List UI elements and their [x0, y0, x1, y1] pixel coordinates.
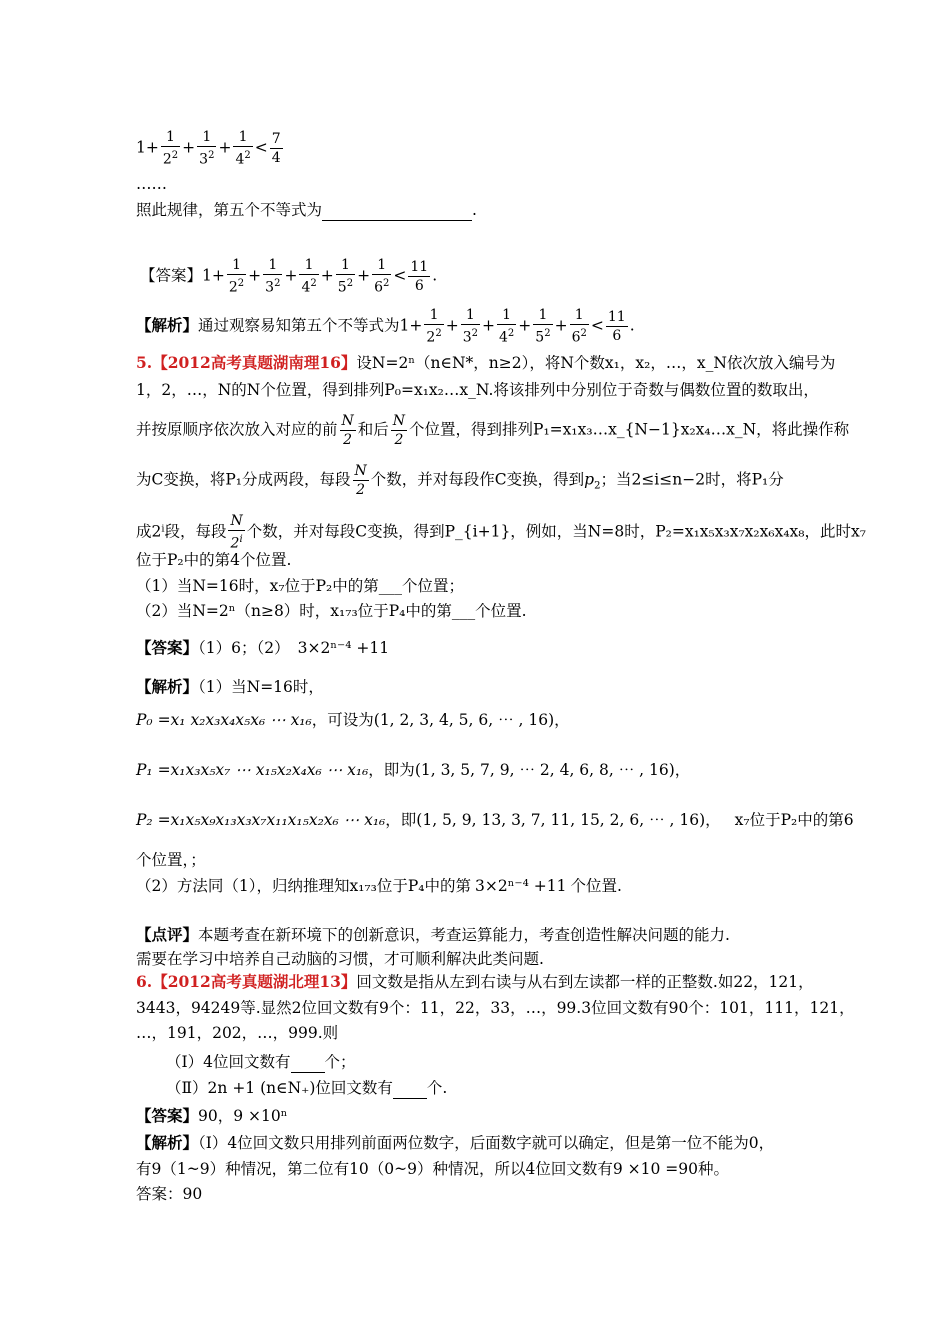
problem-6-question-1: （Ⅰ）4位回文数有 个；: [166, 1053, 356, 1071]
p0-line: P₀ =x₁ x₂x₃x₄x₅x₆ ⋯ x₁₆，可设为(1, 2, 3, 4, 5, 6, ⋯ , 16)，: [136, 711, 570, 729]
comment-2: 需要在学习中培养自己动脑的习惯，才可顺利解决此类问题.: [136, 950, 544, 968]
problem-5-line-2: 1，2，…，N的N个位置，得到排列P₀=x₁x₂…x_N.将该排列中分别位于奇数与偶数位置的数取出，: [136, 381, 819, 399]
ellipsis: ……: [136, 175, 167, 193]
problem-6-answer: 【答案】90，9 ×10ⁿ: [136, 1106, 288, 1125]
problem-5-line-1: 5.【2012高考真题湖南理16】设N=2ⁿ（n∈N*，n≥2），将N个数x₁，x₂，…，x_N依次放入编号为: [136, 353, 836, 372]
prompt-fifth-inequality: 照此规律，第五个不等式为 .: [136, 201, 477, 219]
comment: 【点评】本题考查在新环境下的创新意识，考查运算能力，考查创造性解决问题的能力.: [136, 925, 730, 944]
p1-line: P₁ =x₁x₃x₅x₇ ⋯ x₁₅x₂x₄x₆ ⋯ x₁₆，即为(1, 3, 5, 7, 9, ⋯ 2, 4, 6, 8, ⋯ , 16)，: [136, 761, 691, 779]
problem-6-analysis-1: 【解析】（Ⅰ）4位回文数只用排列前面两位数字，后面数字就可以确定，但是第一位不能为0，: [136, 1133, 775, 1152]
problem-5-answer: 【答案】（1）6；（2） 3×2ⁿ⁻⁴ +11: [136, 638, 390, 657]
problem-5-line-3: 并按原顺序依次放入对应的前 $\frac{N}{2}$ 和后 $\frac{N}{2}$ 个位置，得到排列P₁=x₁x₃…x_{N−1}x₂x₄…x_N，将此操作称: [136, 413, 850, 448]
problem-6-analysis-2: 有9（1~9）种情况，第二位有10（0~9）种情况，所以4位回文数有9 ×10 =90种。: [136, 1160, 730, 1178]
position-line: 个位置，；: [136, 851, 206, 869]
answer-4: 【答案】1+ $\frac{1}{2^2}$ + $\frac{1}{3^2}$ + $\frac{1}{4^2}$ + $\frac{1}{5^2}$ + $\frac{1}{6^2}$ < $\frac{11}{6}$ .: [140, 257, 438, 296]
problem-5-line-6: 位于P₂中的第4个位置.: [136, 551, 292, 569]
p2-line: P₂ =x₁x₅x₉x₁₃x₃x₇x₁₁x₁₅x₂x₆ ⋯ x₁₆，即(1, 5, 9, 13, 3, 7, 11, 15, 2, 6, ⋯ , 16)， x₇位于P₂中的第6: [136, 811, 854, 829]
problem-5-line-4: 为C变换，将P₁分成两段，每段 $\frac{N}{2}$ 个数，并对每段作C变换，得到$p_2$；当2≤i≤n−2时，将P₁分: [136, 463, 784, 498]
method-2-line: （2）方法同（1），归纳推理知x₁₇₃位于P₄中的第 3×2ⁿ⁻⁴ +11 个位置.: [136, 877, 622, 895]
problem-6-line-3: …，191，202，…，999.则: [136, 1024, 339, 1042]
problem-6-line-1: 6.【2012高考真题湖北理13】回文数是指从左到右读与从右到左读都一样的正整数.如22，121，: [136, 972, 814, 991]
analysis-4: 【解析】通过观察易知第五个不等式为1+ $\frac{1}{2^2}$ + $\frac{1}{3^2}$ + $\frac{1}{4^2}$ + $\frac{1}{5^2}$ + $\frac{1}{6^2}$ < $\frac{11}{6}$ .: [136, 307, 635, 346]
problem-5-line-5: 成2ⁱ段，每段 $\frac{N}{2^i}$ 个数，并对每段C变换，得到P_{i+1}，例如，当N=8时，P₂=x₁x₅x₃x₇x₂x₆x₄x₈，此时x₇: [136, 513, 866, 552]
problem-5-analysis: 【解析】（1）当N=16时，: [136, 677, 324, 696]
problem-5-question-2: （2）当N=2ⁿ（n≥8）时，x₁₇₃位于P₄中的第___个位置.: [136, 602, 527, 620]
problem-6-final-answer: 答案：90: [136, 1185, 203, 1203]
inequality-4: 1+ $\frac{1}{2^2}$ + $\frac{1}{3^2}$ + $\frac{1}{4^2}$ < $\frac{7}{4}$: [136, 129, 281, 168]
problem-6-line-2: 3443，94249等.显然2位回文数有9个：11，22，33，…，99.3位回文数有90个：101，111，121，: [136, 999, 855, 1017]
problem-5-question-1: （1）当N=16时，x₇位于P₂中的第___个位置；: [136, 577, 464, 595]
problem-6-question-2: （Ⅱ）2n +1 (n∈N₊)位回文数有 个.: [166, 1079, 448, 1097]
